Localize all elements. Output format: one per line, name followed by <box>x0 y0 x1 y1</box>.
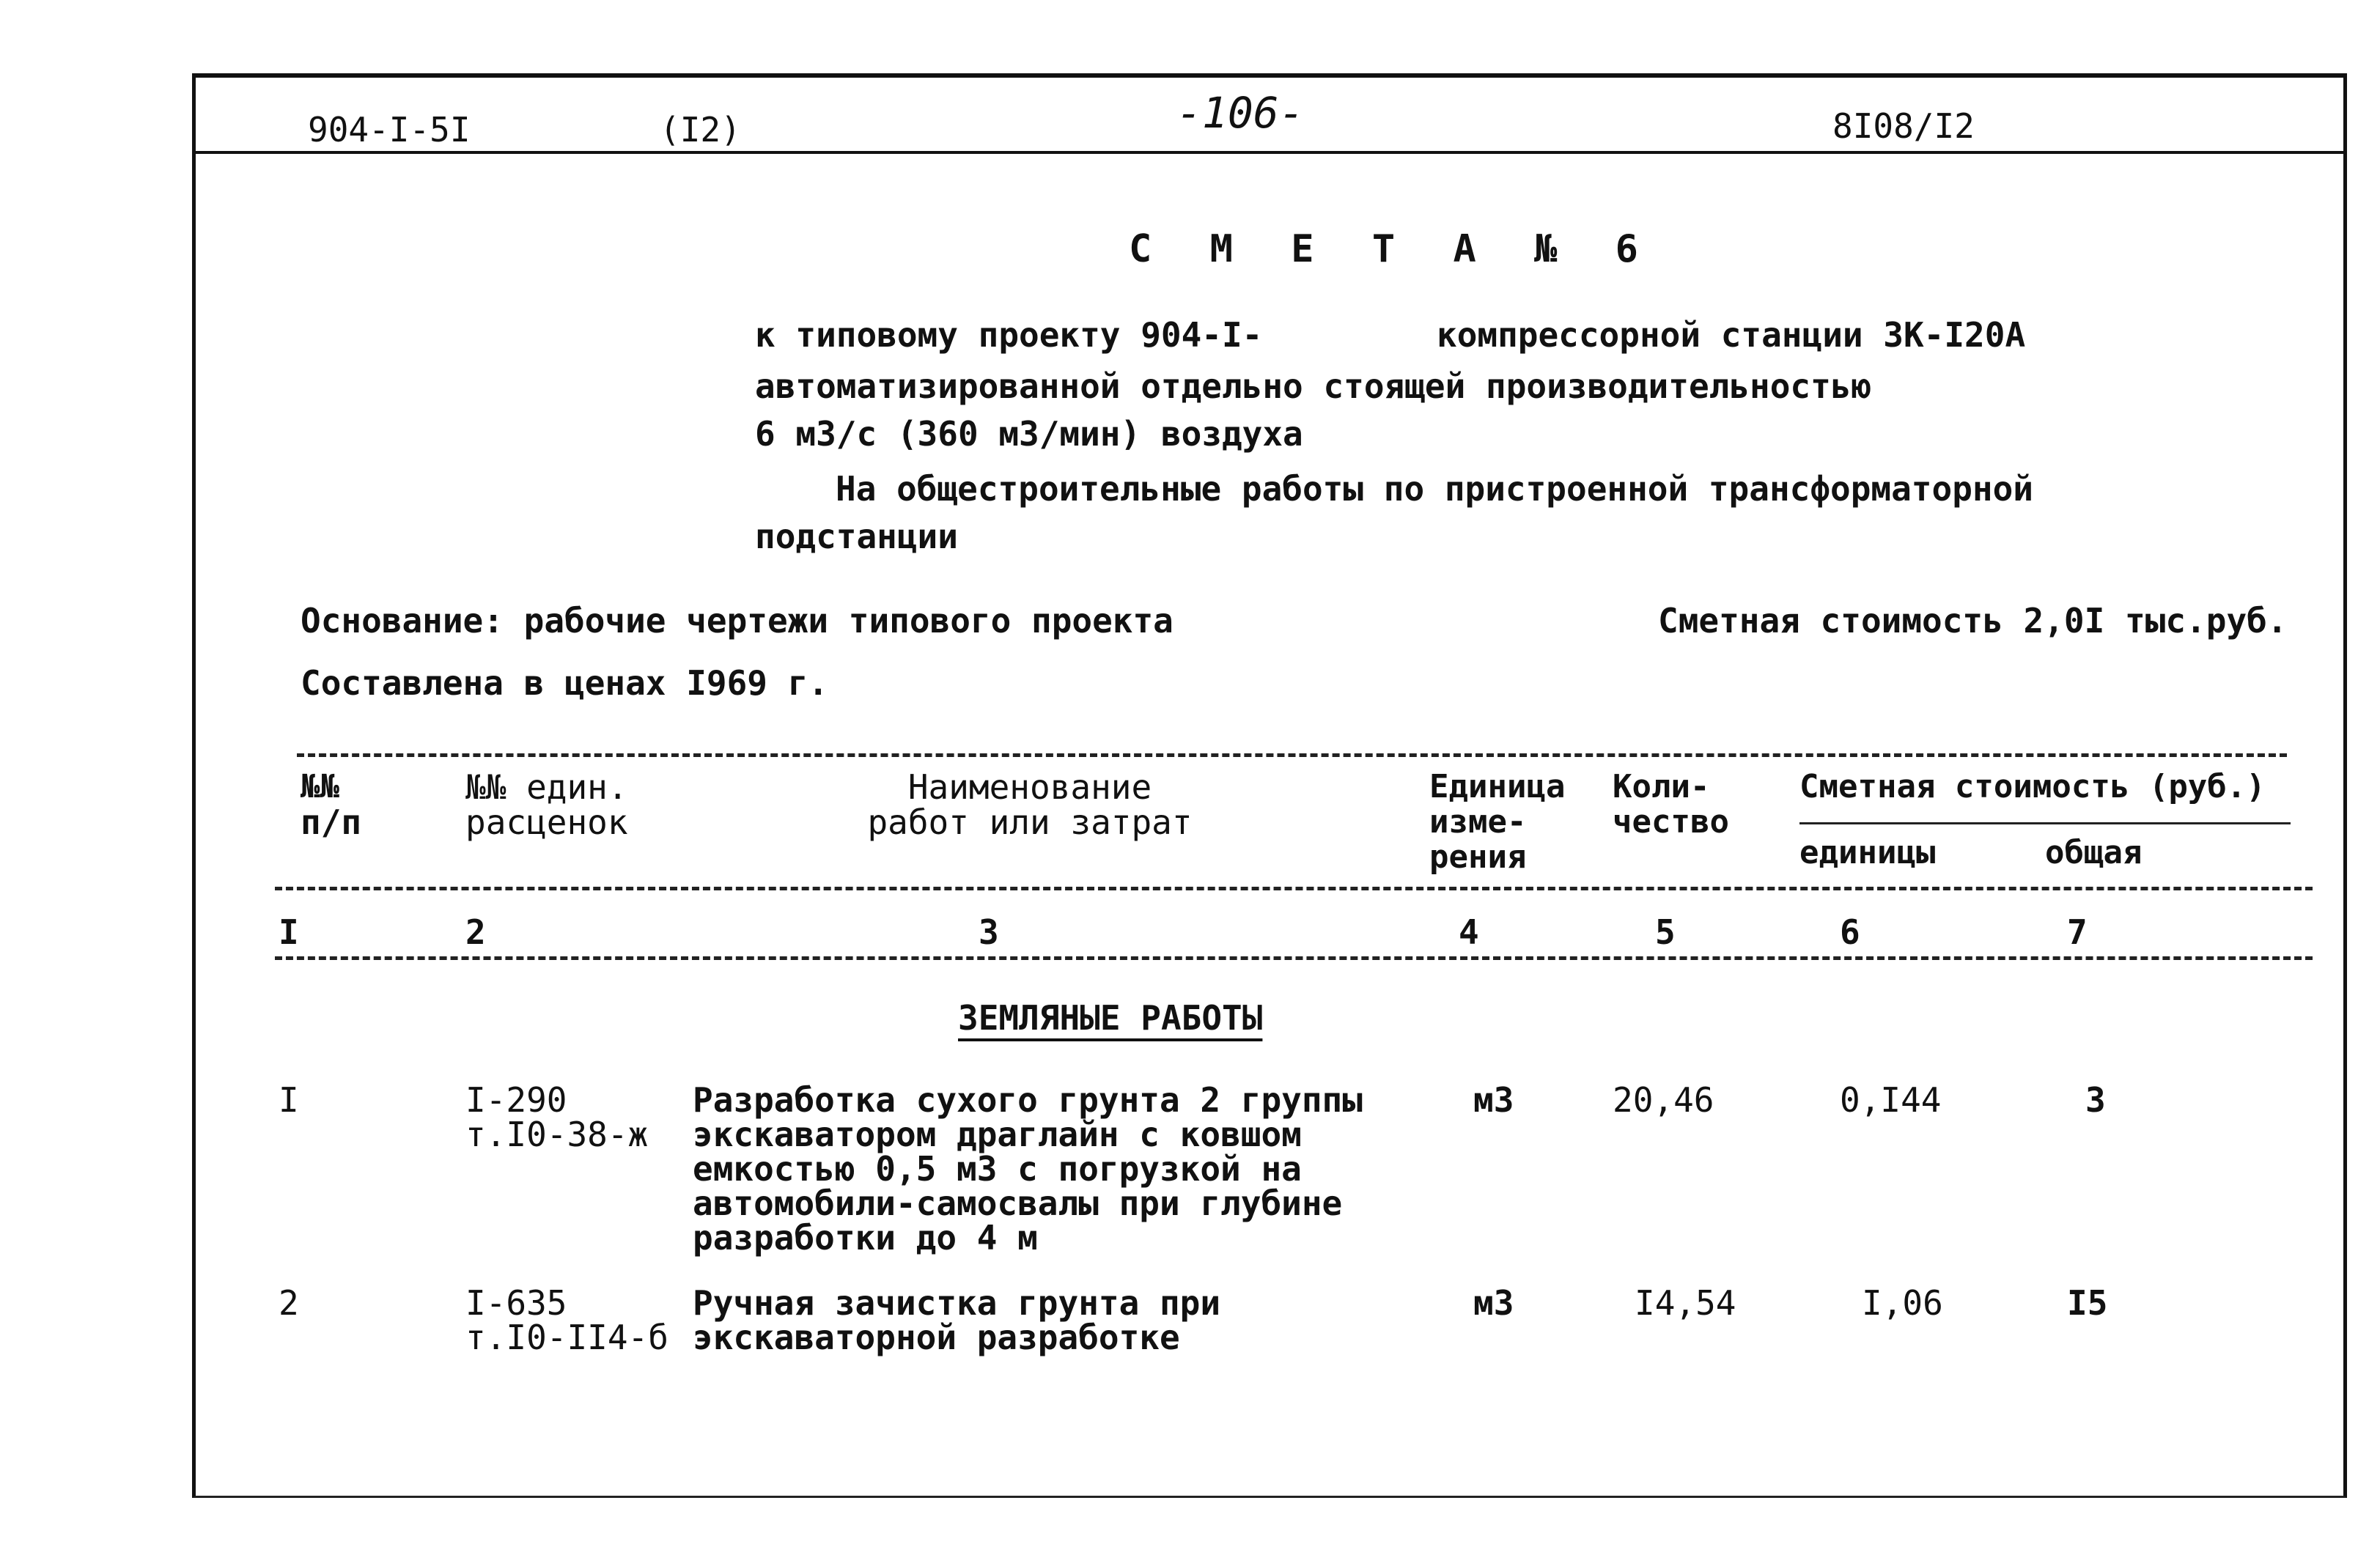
unit: м3 <box>1473 1283 1514 1323</box>
table-top-rule <box>297 753 2287 757</box>
unit: м3 <box>1473 1080 1514 1120</box>
total-cost: I5 <box>2067 1283 2108 1323</box>
quantity: I4,54 <box>1635 1283 1736 1323</box>
col3-header <box>865 769 1195 840</box>
subtitle-line3: 6 м3/с (360 м3/мин) воздуха <box>755 414 1303 454</box>
rate-code-l2: т.I0-38-ж <box>465 1115 649 1154</box>
col3-header-l1: Наименование <box>907 767 1152 807</box>
colnum-2: 2 <box>465 912 486 952</box>
col5-header <box>1613 769 1729 840</box>
work-name <box>693 1283 1221 1357</box>
col2-header-l1: №№ един. <box>465 767 628 807</box>
work-name-l1: Ручная зачистка грунта при <box>693 1283 1221 1323</box>
subtitle-line5: подстанции <box>755 517 958 556</box>
rate-code-l2: т.I0-II4-б <box>465 1318 668 1357</box>
header-rule <box>192 151 2343 154</box>
cost-group-rule <box>1799 822 2291 824</box>
work-name-l4: автомобили-самосвалы при глубине <box>693 1184 1343 1223</box>
total-cost: 3 <box>2085 1080 2106 1120</box>
colnum-4: 4 <box>1459 912 1479 952</box>
cost-group-header: Сметная стоимость (руб.) <box>1799 768 2266 805</box>
col1-header <box>301 769 361 840</box>
colnum-5: 5 <box>1655 912 1676 952</box>
row-number: I <box>279 1080 299 1120</box>
row-number: 2 <box>279 1283 299 1323</box>
colnum-3: 3 <box>979 912 999 952</box>
work-name-l2: экскаваторной разработке <box>693 1318 1180 1357</box>
subtitle-line4: На общестроительные работы по пристроенной трансформаторной <box>836 469 2033 509</box>
col1-header-l1: №№ <box>301 768 339 805</box>
rate-code-l1: I-290 <box>465 1080 567 1120</box>
col5-header-l2: чество <box>1613 803 1729 841</box>
document-title: С М Е Т А № 6 <box>1129 227 1656 271</box>
col2-header <box>465 769 628 840</box>
section-title: ЗЕМЛЯНЫЕ РАБОТЫ <box>958 998 1263 1038</box>
unit-cost: I,06 <box>1862 1283 1943 1323</box>
doc-code: 904-I-5I <box>308 110 471 149</box>
doc-part: (I2) <box>660 110 741 149</box>
col5-header-l1: Коли- <box>1613 768 1710 805</box>
subtitle-line2: автоматизированной отдельно стоящей производительностью <box>755 366 1872 406</box>
work-name-l1: Разработка сухого грунта 2 группы <box>693 1080 1363 1120</box>
col2-header-l2: расценок <box>465 802 628 842</box>
column-numbers-rule <box>275 956 2313 960</box>
sheet-code: 8I08/I2 <box>1832 106 1975 146</box>
col7-header: общая <box>2045 834 2143 871</box>
colnum-6: 6 <box>1840 912 1860 952</box>
col4-header <box>1429 769 1565 875</box>
unit-cost: 0,I44 <box>1840 1080 1942 1120</box>
rate-code <box>465 1080 649 1154</box>
work-name <box>693 1080 1363 1258</box>
col4-header-l2: изме- <box>1429 803 1527 841</box>
prices-year: Составлена в ценах I969 г. <box>301 663 829 703</box>
rate-code-l1: I-635 <box>465 1283 567 1323</box>
work-name-l3: емкостью 0,5 м3 с погрузкой на <box>693 1149 1302 1189</box>
col4-header-l3: рения <box>1429 838 1527 876</box>
colnum-1: I <box>279 912 299 952</box>
quantity: 20,46 <box>1613 1080 1714 1120</box>
estimated-cost: Сметная стоимость 2,0I тыс.руб. <box>1658 601 2288 640</box>
col3-header-l2: работ или затрат <box>867 802 1193 842</box>
page-number: -106- <box>1176 88 1305 138</box>
work-name-l5: разработки до 4 м <box>693 1218 1038 1258</box>
colnum-7: 7 <box>2067 912 2088 952</box>
basis-label: Основание: рабочие чертежи типового проекта <box>301 601 1174 640</box>
col1-header-l2: п/п <box>301 802 362 842</box>
header-bottom-rule <box>275 887 2313 890</box>
subtitle-line1a: к типовому проекту 904-I- <box>755 315 1263 355</box>
col6-header: единицы <box>1799 834 1936 871</box>
col4-header-l1: Единица <box>1429 768 1566 805</box>
rate-code <box>465 1283 668 1357</box>
work-name-l2: экскаватором драглайн с ковшом <box>693 1115 1302 1154</box>
subtitle-line1b: компрессорной станции ЗК-I20А <box>1437 315 2026 355</box>
